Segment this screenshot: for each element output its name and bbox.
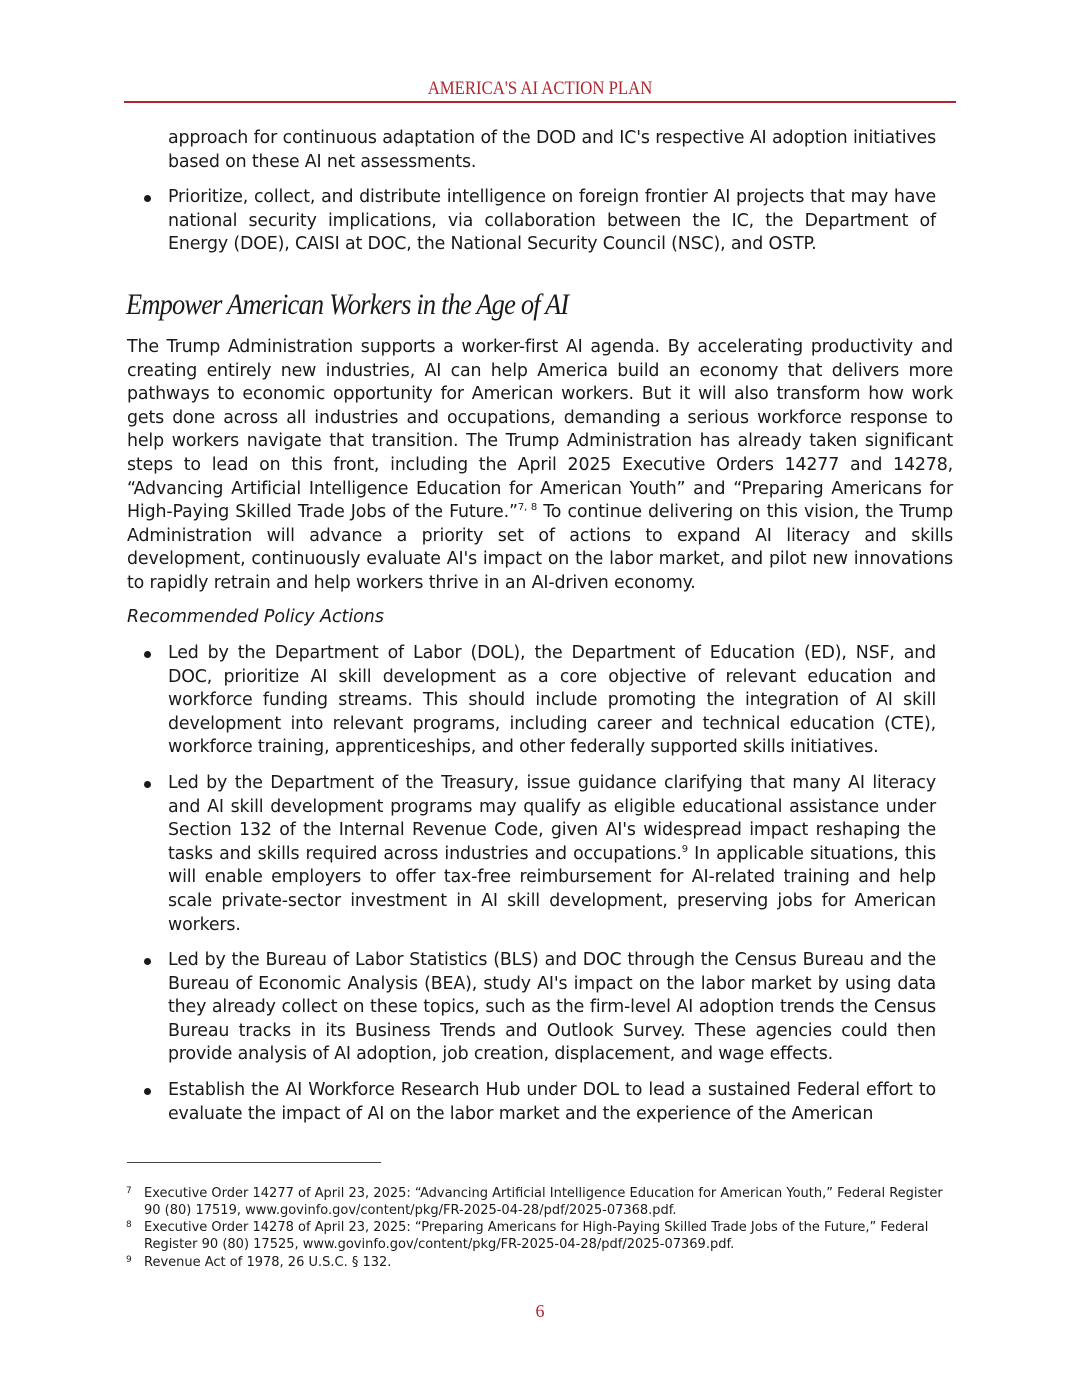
section-paragraph — [127, 336, 953, 596]
list-item-text: Led by the Department of the Treasury, issue guidance clarifying that many AI literacy and AI skill development programs may qualify as eligible educational assistance under Section 132 of the Internal Revenue Code, given AI's widespread impact reshaping the tasks and skills required across industries and occupations. — [168, 773, 936, 864]
footnote-text: Executive Order 14278 of April 23, 2025: “Preparing Americans for High-Paying Skilled Trade Jobs of the Future,” Federal Register 90 (80) 17525, www.govinfo.gov/content/pkg/FR-2025-04-28/pdf/2025-07369.pdf. — [144, 1220, 929, 1252]
footnote-reference[interactable]: 7, 8 — [517, 502, 538, 514]
list-item — [168, 949, 936, 1067]
footnote — [126, 1254, 944, 1271]
header-rule — [124, 101, 956, 103]
list-item-text-continued: In applicable situations, this will enable employers to offer tax-free reimbursement for AI-related training and help scale private-sector investment in AI skill development, preserving jobs for American workers. — [168, 843, 936, 935]
footnote — [126, 1219, 944, 1253]
list-item-text: Prioritize, collect, and distribute intelligence on foreign frontier AI projects that may have national security implications, via collaboration between the IC, the Department of Energy (DOE), CAISI at DOC, the National Security Council (NSC), and OSTP. — [168, 187, 936, 255]
footnote-number: 9 — [126, 1255, 132, 1265]
paragraph-text: The Trump Administration supports a worker-first AI agenda. By accelerating productivity and creating entirely new industries, AI can help America build an economy that delivers more pathways to economic opportunity for American workers. But it will also transform how work gets done across all industries and occupations, demanding a serious workforce response to help workers navigate that transition. The Trump Administration has already taken significant steps to lead on this front, including the April 2025 Executive Orders 14277 and 14278, “Advancing Artificial Intelligence Education for American Youth” and “Preparing Americans for High-Paying Skilled Trade Jobs of the Future.” — [127, 337, 953, 523]
footnote-number: 7 — [126, 1186, 132, 1196]
list-item — [168, 642, 936, 760]
bullet-icon — [144, 958, 151, 965]
policy-actions-subheading: Recommended Policy Actions — [127, 607, 384, 627]
list-item-text: Led by the Department of Labor (DOL), the Department of Education (ED), NSF, and DOC, prioritize AI skill development as a core objective of relevant education and workforce funding streams. This should include promoting the integration of AI skill development into relevant programs, including career and technical education (CTE), workforce training, apprenticeships, and other federally supported skills initiatives. — [168, 643, 936, 758]
bullet-icon — [144, 195, 151, 202]
list-item — [168, 772, 936, 937]
list-item-text: Establish the AI Workforce Research Hub under DOL to lead a sustained Federal effort to evaluate the impact of AI on the labor market and the experience of the American — [168, 1080, 936, 1124]
footnote-number: 8 — [126, 1220, 132, 1230]
bullet-icon — [144, 651, 151, 658]
footnote-reference[interactable]: 9 — [681, 843, 688, 855]
section-heading: Empower American Workers in the Age of AI — [126, 288, 569, 321]
footnote-text: Revenue Act of 1978, 26 U.S.C. § 132. — [144, 1255, 392, 1270]
footnote — [126, 1185, 944, 1219]
list-item — [168, 1079, 936, 1126]
list-item-text: Led by the Bureau of Labor Statistics (BLS) and DOC through the Census Bureau and the Bureau of Economic Analysis (BEA), study AI's impact on the labor market by using data they already collect on these topics, such as the firm-level AI adoption trends the Census Bureau tracks in its Business Trends and Outlook Survey. These agencies could then provide analysis of AI adoption, job creation, displacement, and wage effects. — [168, 950, 936, 1065]
list-item — [168, 186, 936, 257]
bullet-icon — [144, 1088, 151, 1095]
continuation-text: approach for continuous adaptation of the DOD and IC's respective AI adoption initiatives based on these AI net assessments. — [168, 128, 936, 172]
bullet-icon — [144, 781, 151, 788]
footnote-divider — [127, 1162, 381, 1163]
paragraph-text-continued: To continue delivering on this vision, the Trump Administration will advance a priority set of actions to expand AI literacy and skills development, continuously evaluate AI's impact on the labor market, and pilot new innovations to rapidly retrain and help workers thrive in an AI-driven economy. — [127, 502, 953, 593]
document-header-title: AMERICA'S AI ACTION PLAN — [427, 78, 653, 99]
footnote-text: Executive Order 14277 of April 23, 2025: “Advancing Artificial Intelligence Education for American Youth,” Federal Register 90 (80) 17519, www.govinfo.gov/content/pkg/FR-2025-04-28/pdf/2025-07368.pdf. — [144, 1186, 943, 1218]
page-number: 6 — [535, 1301, 545, 1321]
